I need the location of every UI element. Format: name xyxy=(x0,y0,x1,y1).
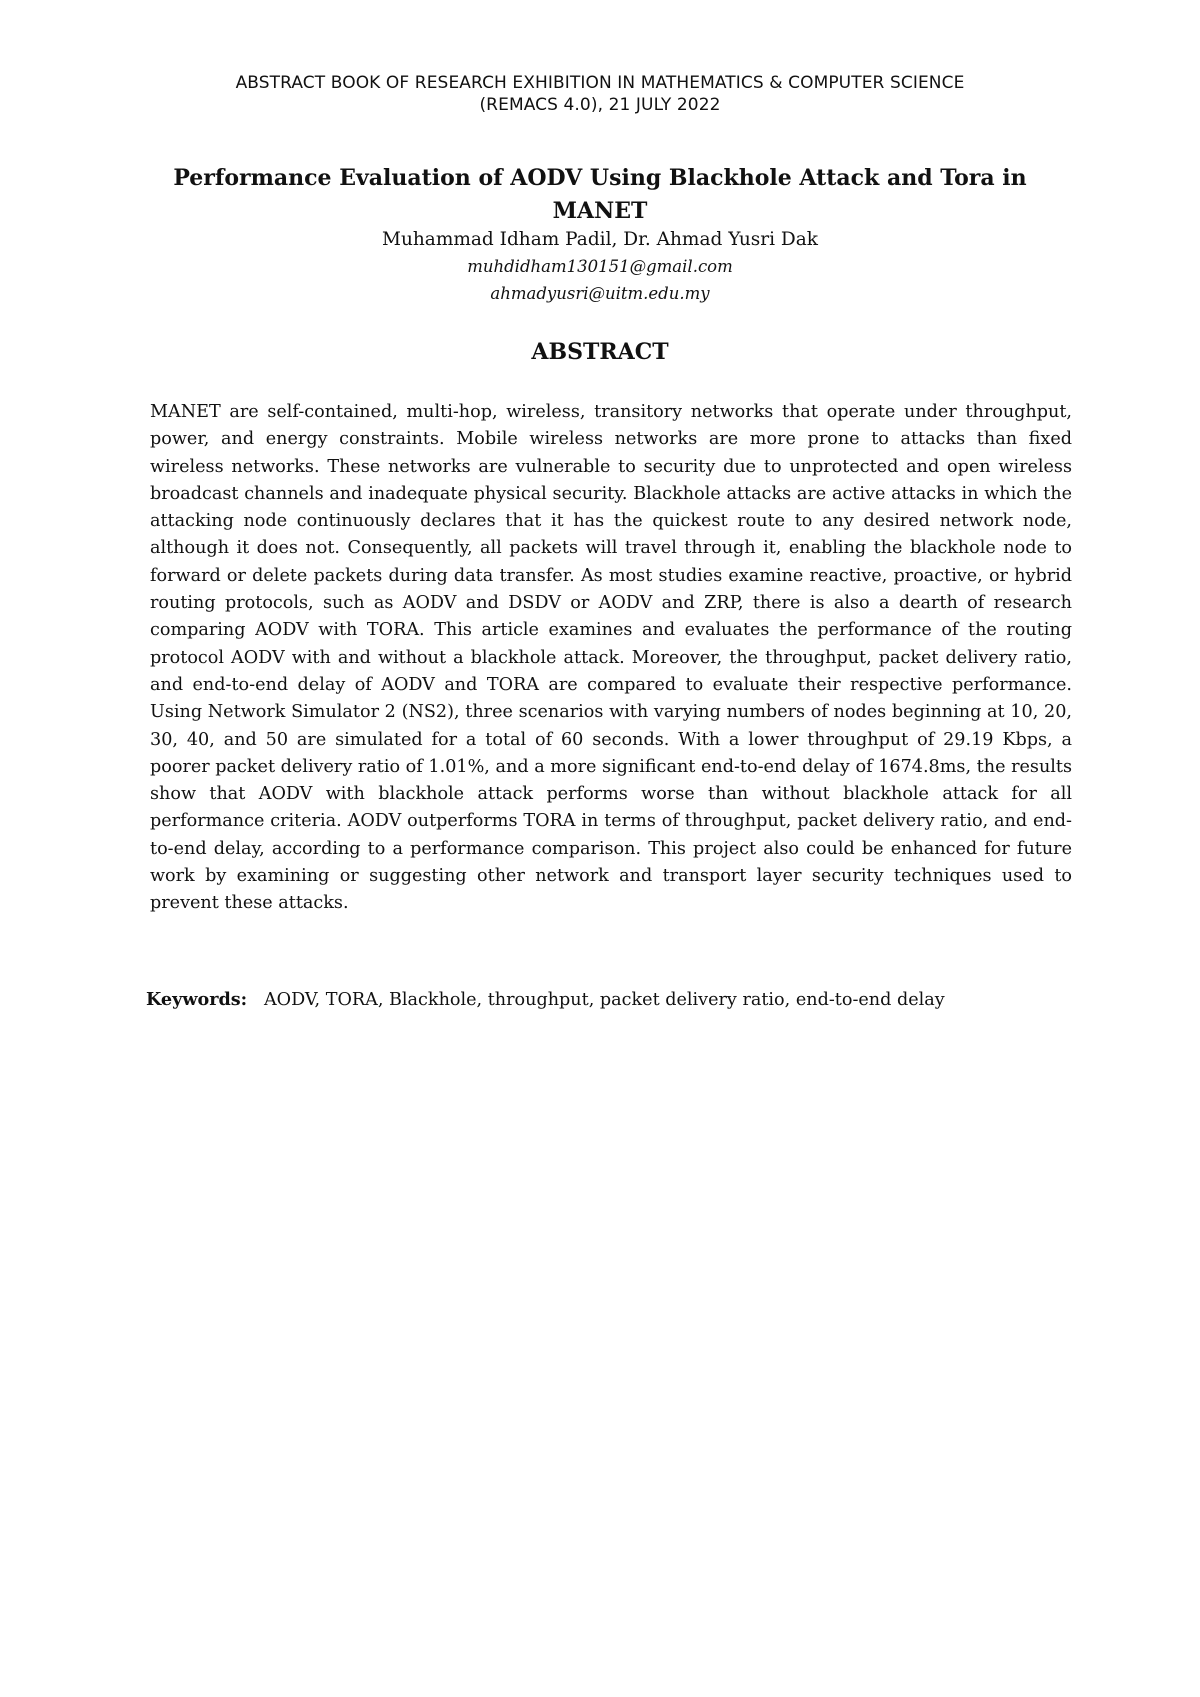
keywords-line xyxy=(146,987,1106,1013)
keywords-text: AODV, TORA, Blackhole, throughput, packet delivery ratio, end-to-end delay xyxy=(263,990,945,1010)
paper-title xyxy=(150,162,1050,228)
running-header-line-2: (REMACS 4.0), 21 JULY 2022 xyxy=(479,95,721,115)
author-email-1: muhdidham130151@gmail.com xyxy=(467,257,733,276)
paper-title-line-2: MANET xyxy=(552,198,648,224)
keywords-label: Keywords: xyxy=(146,989,248,1010)
paper-title-line-1: Performance Evaluation of AODV Using Blackhole Attack and Tora in xyxy=(173,165,1027,191)
running-header xyxy=(100,72,1100,116)
paper-authors: Muhammad Idham Padil, Dr. Ahmad Yusri Dak xyxy=(382,229,818,250)
running-header-line-1: ABSTRACT BOOK OF RESEARCH EXHIBITION IN MATHEMATICS & COMPUTER SCIENCE xyxy=(235,73,965,93)
abstract-heading: ABSTRACT xyxy=(531,339,669,365)
author-email-2: ahmadyusri@uitm.edu.my xyxy=(490,284,710,303)
abstract-body: MANET are self-contained, multi-hop, wireless, transitory networks that operate under throughput, power, and energy constraints. Mobile wireless networks are more prone to attacks than fixed wireless networks. These networks are vulnerable to security due to unprotected and open wireless broadcast channels and inadequate physical security. Blackhole attacks are active attacks in which the attacking node continuously declares that it has the quickest route to any desired network node, although it does not. Consequently, all packets will travel through it, enabling the blackhole node to forward or delete packets during data transfer. As most studies examine reactive, proactive, or hybrid routing protocols, such as AODV and DSDV or AODV and ZRP, there is also a dearth of research comparing AODV with TORA. This article examines and evaluates the performance of the routing protocol AODV with and without a blackhole attack. Moreover, the throughput, packet delivery ratio, and end-to-end delay of AODV and TORA are compared to evaluate their respective performance. Using Network Simulator 2 (NS2), three scenarios with varying numbers of nodes beginning at 10, 20, 30, 40, and 50 are simulated for a total of 60 seconds. With a lower throughput of 29.19 Kbps, a poorer packet delivery ratio of 1.01%, and a more significant end-to-end delay of 1674.8ms, the results show that AODV with blackhole attack performs worse than without blackhole attack for all performance criteria. AODV outperforms TORA in terms of throughput, packet delivery ratio, and end-to-end delay, according to a performance comparison. This project also could be enhanced for future work by examining or suggesting other network and transport layer security techniques used to prevent these attacks. xyxy=(150,402,1072,914)
keywords-spacer xyxy=(253,990,264,1010)
